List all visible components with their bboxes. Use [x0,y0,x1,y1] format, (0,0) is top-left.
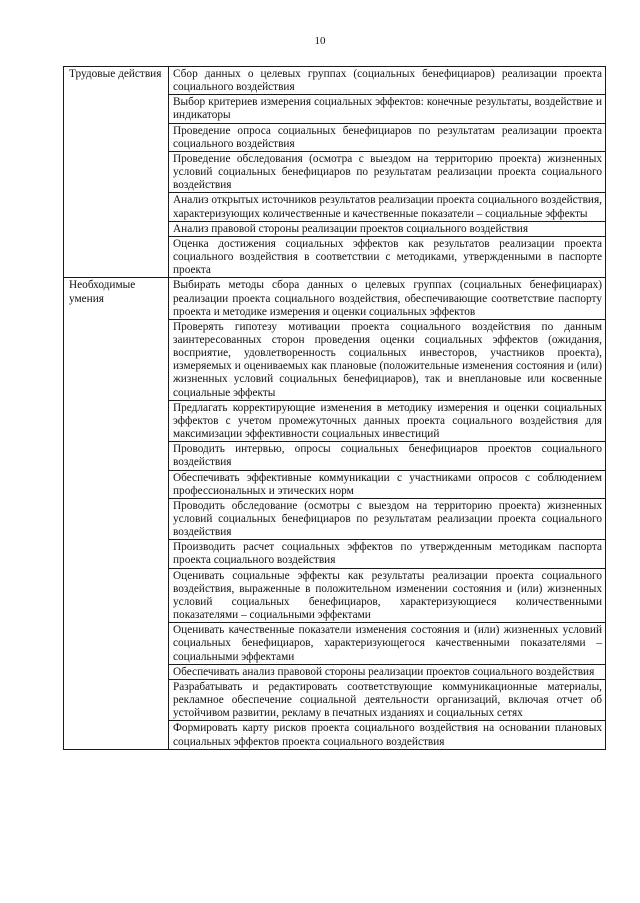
requirement-cell: Обеспечивать эффективные коммуникации с участниками опросов с соблюдением профессиональных и этических норм [169,470,606,498]
section-label: Трудовые действия [64,67,169,278]
requirement-cell: Анализ правовой стороны реализации проектов социального воздействия [169,221,606,236]
requirement-cell: Проведение обследования (осмотра с выездом на территорию проекта) жизненных условий социальных бенефициаров по результатам реализации проекта социального воздействия [169,151,606,192]
table-row [64,67,606,95]
requirement-cell: Проводить интервью, опросы социальных бенефициаров проектов социального воздействия [169,442,606,470]
section-label: Необходимые умения [64,278,169,749]
requirement-cell: Обеспечивать анализ правовой стороны реализации проектов социального воздействия [169,664,606,679]
requirement-cell: Выбирать методы сбора данных о целевых группах (социальных бенефициарах) реализации проекта социального воздействия, обеспечивающие соответствие паспорту проекта и методике измерения и оценки социальных эффектов [169,278,606,319]
requirement-cell: Разрабатывать и редактировать соответствующие коммуникационные материалы, рекламное обеспечение социальной деятельности организаций, включая отчет об устойчивом развитии, рекламу в печатных изданиях и социальных сетях [169,679,606,720]
requirement-cell: Выбор критериев измерения социальных эффектов: конечные результаты, воздействие и индикаторы [169,95,606,123]
page-number: 10 [314,35,326,47]
requirement-cell: Оценивать качественные показатели изменения состояния и (или) жизненных условий социальных бенефициаров, характеризующегося качественными показателями – социальными эффектами [169,623,606,664]
table-row [64,278,606,319]
requirement-cell: Оценка достижения социальных эффектов как результатов реализации проекта социального воздействия в соответствии с методиками, утвержденными в паспорте проекта [169,236,606,277]
requirement-cell: Предлагать корректирующие изменения в методику измерения и оценки социальных эффектов с учетом промежуточных данных проекта социального воздействия для максимизации эффективности социальных инвестиций [169,400,606,441]
requirement-cell: Анализ открытых источников результатов реализации проекта социального воздействия, характеризующих количественные и качественные показатели – социальные эффекты [169,193,606,221]
requirement-cell: Формировать карту рисков проекта социального воздействия на основании плановых социальных эффектов проекта социального воздействия [169,721,606,749]
qualification-table-body [64,67,606,750]
requirement-cell: Производить расчет социальных эффектов по утвержденным методикам паспорта проекта социального воздействия [169,540,606,568]
qualification-table [63,66,606,750]
requirement-cell: Проведение опроса социальных бенефициаров по результатам реализации проекта социального воздействия [169,123,606,151]
requirement-cell: Проводить обследование (осмотры с выездом на территорию проекта) жизненных условий социальных бенефициаров по результатам реализации проекта социального воздействия [169,498,606,539]
requirement-cell: Оценивать социальные эффекты как результаты реализации проекта социального воздействия, выраженные в положительном изменении состояния и (или) жизненных условий социальных бенефициаров, характеризующиеся количественными показателями – социальными эффектами [169,568,606,623]
requirement-cell: Проверять гипотезу мотивации проекта социального воздействия по данным заинтересованных сторон проведения оценки социальных эффектов (ожидания, восприятие, удовлетворенность социальных инвесторов, участников проекта), измеряемых и оцениваемых как плановые (положительные изменения состояния и (или) жизненных условий социальных бенефициаров), так и внеплановые или косвенные социальные эффекты [169,319,606,400]
requirement-cell: Сбор данных о целевых группах (социальных бенефициаров) реализации проекта социального воздействия [169,67,606,95]
